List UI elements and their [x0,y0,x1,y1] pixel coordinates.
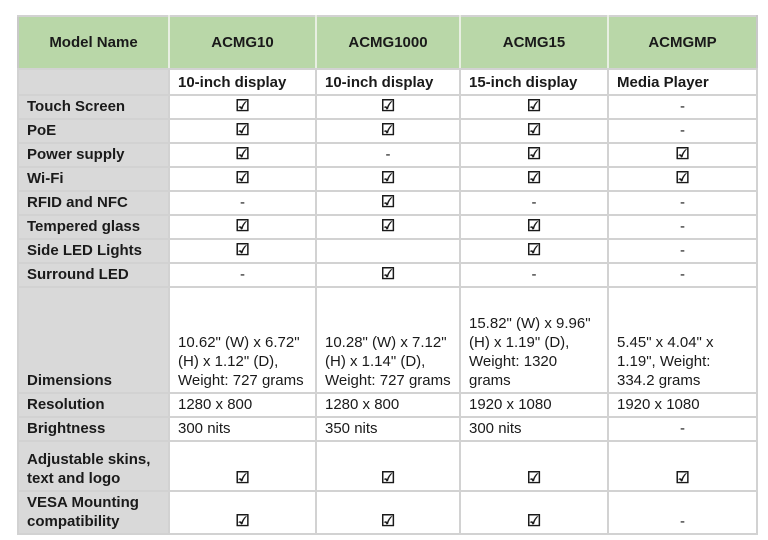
not-available-dash: - [608,119,757,143]
column-header-acmg15: ACMG15 [460,16,608,69]
feature-label-cell: Resolution [18,393,169,417]
feature-value-cell [169,95,316,119]
checked-checkbox-icon: ☑ [526,513,542,530]
checked-checkbox-icon: ☑ [380,122,396,139]
column-header-model-name: Model Name [18,16,169,69]
checked-checkbox-icon: ☑ [380,170,396,187]
checked-checkbox-icon: ☑ [235,513,250,530]
table-row [18,95,757,119]
feature-value-cell [316,95,460,119]
not-available-dash: - [608,417,757,441]
column-header-acmg10: ACMG10 [169,16,316,69]
feature-value-cell [460,143,608,167]
table-row [18,143,757,167]
checked-checkbox-icon: ☑ [380,194,396,211]
table-header-row [18,16,757,69]
feature-value-cell [316,441,460,491]
feature-value-cell: 15.82" (W) x 9.96" (H) x 1.19" (D), Weight: 1320 grams [460,287,608,393]
table-row [18,287,757,393]
feature-value-cell [169,215,316,239]
feature-label-cell: VESA Mounting compatibility [18,491,169,534]
table-container [17,15,758,535]
not-available-dash: - [460,191,608,215]
feature-label-cell: Side LED Lights [18,239,169,263]
empty-cell [316,239,460,263]
feature-value-cell: 1920 x 1080 [460,393,608,417]
table-row [18,491,757,534]
column-header-acmg1000: ACMG1000 [316,16,460,69]
feature-label-cell: Wi-Fi [18,167,169,191]
feature-label-cell: Tempered glass [18,215,169,239]
checked-checkbox-icon: ☑ [235,218,250,235]
feature-value-cell: 15-inch display [460,69,608,95]
feature-value-cell [316,215,460,239]
checked-checkbox-icon: ☑ [526,470,542,487]
not-available-dash: - [169,263,316,287]
feature-value-cell [460,167,608,191]
table-row [18,119,757,143]
feature-value-cell: Media Player [608,69,757,95]
column-header-acmgmp: ACMGMP [608,16,757,69]
feature-value-cell: 10-inch display [169,69,316,95]
not-available-dash: - [608,491,757,534]
checked-checkbox-icon: ☑ [526,242,542,259]
feature-label-cell: RFID and NFC [18,191,169,215]
feature-value-cell: 10.62" (W) x 6.72" (H) x 1.12" (D), Weight: 727 grams [169,287,316,393]
checked-checkbox-icon: ☑ [235,122,250,139]
checked-checkbox-icon: ☑ [380,218,396,235]
feature-value-cell [169,441,316,491]
feature-value-cell [460,441,608,491]
feature-value-cell [460,119,608,143]
checked-checkbox-icon: ☑ [526,98,542,115]
checked-checkbox-icon: ☑ [675,470,690,487]
table-row [18,417,757,441]
feature-value-cell [316,491,460,534]
feature-value-cell: 10.28" (W) x 7.12" (H) x 1.14" (D), Weight: 727 grams [316,287,460,393]
feature-value-cell [169,167,316,191]
variant-row [18,69,757,95]
feature-value-cell [169,491,316,534]
feature-label-cell: PoE [18,119,169,143]
checked-checkbox-icon: ☑ [675,146,690,163]
feature-label-cell: Power supply [18,143,169,167]
not-available-dash: - [169,191,316,215]
checked-checkbox-icon: ☑ [235,470,250,487]
checked-checkbox-icon: ☑ [380,513,396,530]
feature-value-cell [608,441,757,491]
checked-checkbox-icon: ☑ [380,98,396,115]
not-available-dash: - [608,191,757,215]
checked-checkbox-icon: ☑ [235,170,250,187]
not-available-dash: - [608,95,757,119]
feature-value-cell [169,119,316,143]
feature-value-cell [316,263,460,287]
checked-checkbox-icon: ☑ [526,122,542,139]
feature-label-cell: Adjustable skins, text and logo [18,441,169,491]
empty-label-cell [18,69,169,95]
not-available-dash: - [608,239,757,263]
table-row [18,393,757,417]
not-available-dash: - [316,143,460,167]
product-comparison-table [17,15,758,535]
feature-value-cell [460,95,608,119]
feature-label-cell: Touch Screen [18,95,169,119]
table-row [18,239,757,263]
feature-value-cell [169,143,316,167]
checked-checkbox-icon: ☑ [526,218,542,235]
table-row [18,167,757,191]
feature-value-cell [316,119,460,143]
feature-value-cell: 1280 x 800 [316,393,460,417]
feature-value-cell: 350 nits [316,417,460,441]
feature-label-cell: Dimensions [18,287,169,393]
feature-value-cell [316,191,460,215]
checked-checkbox-icon: ☑ [380,266,396,283]
checked-checkbox-icon: ☑ [235,146,250,163]
feature-value-cell [608,167,757,191]
not-available-dash: - [608,263,757,287]
checked-checkbox-icon: ☑ [526,170,542,187]
checked-checkbox-icon: ☑ [675,170,690,187]
feature-value-cell: 10-inch display [316,69,460,95]
table-row [18,191,757,215]
checked-checkbox-icon: ☑ [235,98,250,115]
feature-label-cell: Surround LED [18,263,169,287]
feature-value-cell [316,167,460,191]
feature-value-cell: 1920 x 1080 [608,393,757,417]
feature-value-cell [608,143,757,167]
checked-checkbox-icon: ☑ [526,146,542,163]
feature-value-cell: 5.45" x 4.04" x 1.19", Weight: 334.2 grams [608,287,757,393]
table-row [18,263,757,287]
checked-checkbox-icon: ☑ [235,242,250,259]
feature-value-cell [460,239,608,263]
feature-value-cell: 300 nits [460,417,608,441]
feature-label-cell: Brightness [18,417,169,441]
feature-value-cell [169,239,316,263]
table-row [18,215,757,239]
checked-checkbox-icon: ☑ [380,470,396,487]
table-row [18,441,757,491]
not-available-dash: - [608,215,757,239]
feature-value-cell: 300 nits [169,417,316,441]
not-available-dash: - [460,263,608,287]
feature-value-cell [460,491,608,534]
feature-value-cell: 1280 x 800 [169,393,316,417]
feature-value-cell [460,215,608,239]
